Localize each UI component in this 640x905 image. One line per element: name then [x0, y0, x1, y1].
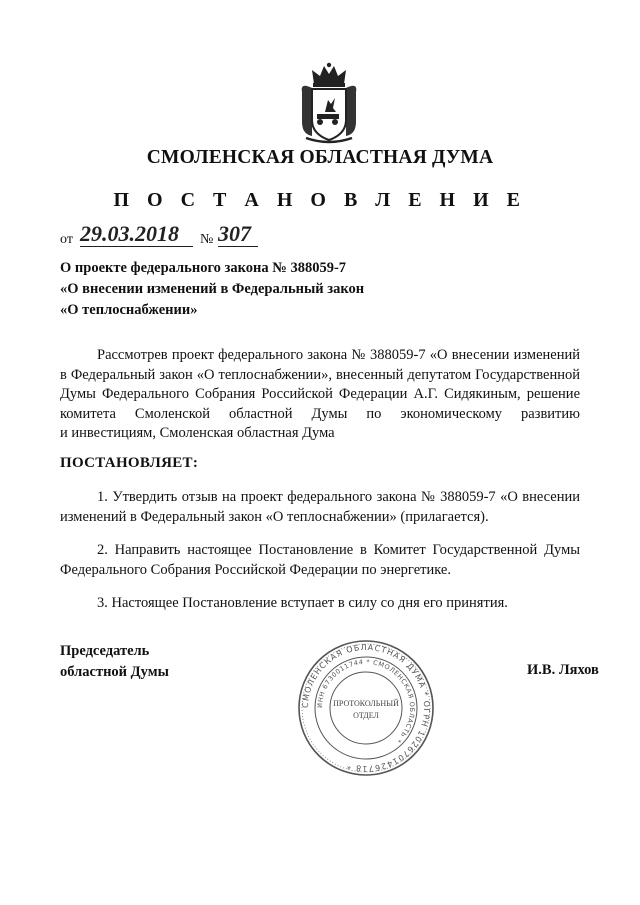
preamble-line: Рассмотрев проект федерального закона № 388059-7 «О внесении изменений — [97, 347, 580, 363]
document-type-title: П О С Т А Н О В Л Е Н И Е — [113, 189, 527, 211]
document-subject — [60, 258, 460, 321]
preamble-line: в Федеральный закон «О теплоснабжении», внесенный депутатом Государственной — [60, 366, 580, 383]
item-line: изменений в Федеральный закон «О теплоснабжении» (прилагается). — [60, 508, 489, 525]
decree-heading: ПОСТАНОВЛЯЕТ: — [60, 455, 199, 471]
item-2 — [60, 541, 580, 580]
preamble-line: комитета Смоленской областной Думы по экономическому развитию — [60, 405, 580, 422]
position-line: Председатель — [60, 643, 150, 659]
subject-line: О проекте федерального закона № 388059-7 — [60, 260, 347, 276]
signatory-position — [60, 641, 169, 683]
seal-inner-text: ИНН 6730011744 * СМОЛЕНСКАЯ ОБЛАСТЬ * — [315, 657, 417, 745]
coat-of-arms-icon — [298, 62, 360, 144]
item-line: 1. Утвердить отзыв на проект федерального закона № 388059-7 «О внесении — [97, 489, 580, 505]
item-line: 2. Направить настоящее Постановление в Комитет Государственной Думы — [97, 542, 580, 558]
item-line: Федерального Собрания Российской Федерации по энергетике. — [60, 561, 451, 578]
official-seal-icon — [296, 638, 436, 778]
number-label: № — [200, 232, 214, 247]
position-line: областной Думы — [60, 664, 169, 680]
item-3 — [60, 594, 580, 614]
item-1 — [60, 488, 580, 527]
subject-line: «О теплоснабжении» — [60, 302, 198, 318]
seal-center-line: ПРОТОКОЛЬНЫЙ — [333, 699, 399, 708]
preamble-line: и инвестициям, Смоленская областная Дума — [60, 425, 335, 441]
seal-center-line: ОТДЕЛ — [353, 711, 379, 720]
seal-outer-text: СМОЛЕНСКАЯ ОБЛАСТНАЯ ДУМА * ОГРН 1026701426718 * — [300, 642, 432, 774]
handwritten-number: 307 — [218, 222, 258, 247]
item-line: 3. Настоящее Постановление вступает в силу со дня его принятия. — [97, 595, 508, 611]
preamble-paragraph — [60, 346, 580, 444]
signatory-name: И.В. Ляхов — [527, 662, 599, 678]
preamble-line: Думы Федерального Собрания Российской Федерации А.Г. Сидякиным, решение — [60, 386, 580, 402]
date-label: от — [60, 232, 73, 247]
subject-line: «О внесении изменений в Федеральный закон — [60, 281, 365, 297]
handwritten-date: 29.03.2018 — [80, 222, 193, 247]
organization-title: СМОЛЕНСКАЯ ОБЛАСТНАЯ ДУМА — [146, 147, 494, 168]
